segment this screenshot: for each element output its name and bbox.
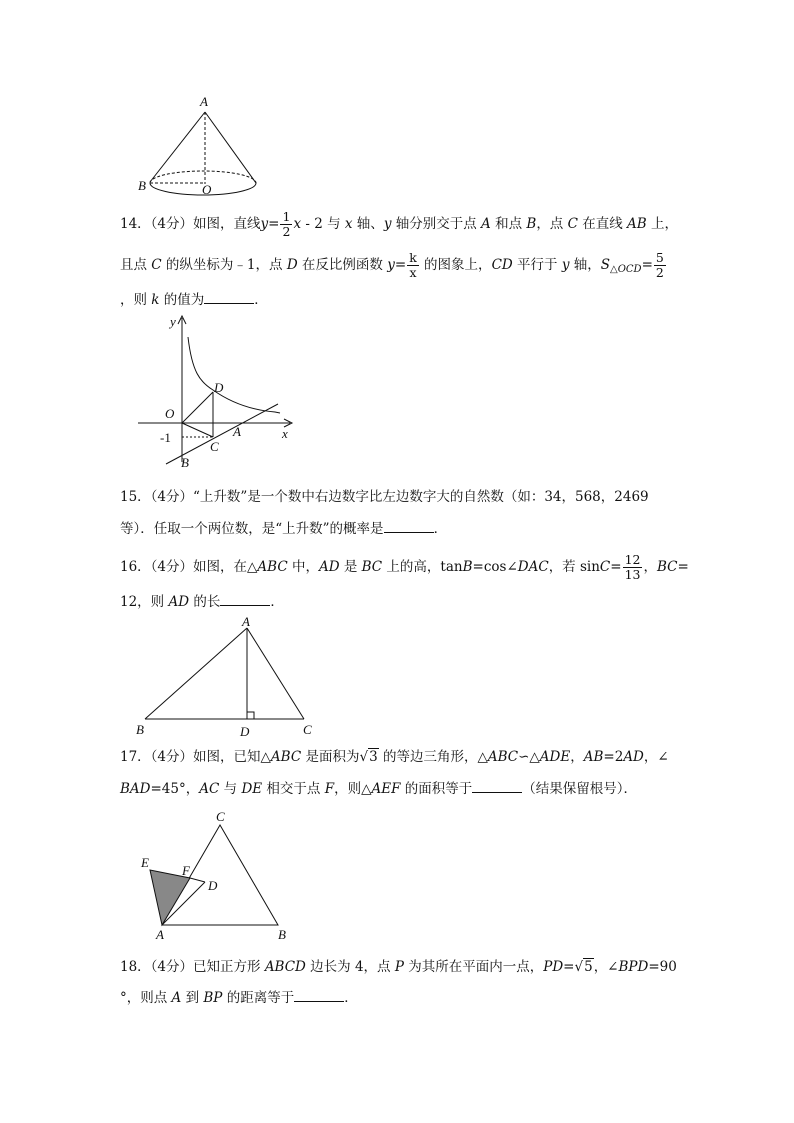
q17-line2: BAD=45°，AC 与 DE 相交于点 F，则△AEF 的面积等于 （结果保留根号）． [120, 781, 638, 797]
q17-label-f: F [182, 863, 190, 878]
q18-line1: 18．（4分）已知正方形 ABCD 边长为 4，点 P 为其所在平面内一点，PD=√5，∠BPD=90 [120, 959, 677, 975]
q16-line2: 12，则 AD 的长 ． [120, 594, 284, 610]
answer-blank-14 [204, 291, 254, 304]
q14-label-y: y [170, 314, 176, 329]
answer-blank-18 [294, 989, 344, 1002]
q14-line3: ，则 k 的值为 ． [120, 292, 268, 308]
q18-line2: °，则点 A 到 BP 的距离等于 ． [120, 990, 358, 1006]
answer-blank-15 [384, 520, 434, 533]
q14-label-b: B [181, 455, 189, 470]
q14-label-neg1: -1 [160, 430, 171, 445]
q16-label-c: C [303, 722, 312, 737]
q16-fraction-sin: $\frac{12}{13}$ [624, 552, 641, 582]
q14-fraction-kx: $\frac{k}{x}$ [409, 250, 417, 280]
q17-label-e: E [141, 855, 149, 870]
cone-label-b: B [138, 178, 146, 193]
q17-label-d: D [208, 878, 218, 893]
q15-line1: 15．（4分）“上升数”是一个数中右边数字比左边数字大的自然数（如：34，568，2469 [120, 489, 649, 505]
q17-triangles-figure [130, 805, 310, 945]
q14-fraction-half: $\frac{1}{2}$ [282, 209, 291, 239]
answer-blank-17 [472, 780, 522, 793]
q17-label-a: A [156, 927, 164, 942]
q14-label-c: C [210, 439, 219, 454]
q14-graph-figure [130, 312, 300, 477]
q14-label-x: x [282, 426, 288, 441]
q17-label-c: C [216, 809, 225, 824]
q16-label-b: B [136, 722, 144, 737]
q17-line1: 17．（4分）如图，已知△ABC 是面积为√3 的等边三角形，△ABC∽△ADE，AB=2AD，∠ [120, 749, 669, 765]
q15-line2: 等）．任取一个两位数，是“上升数”的概率是 ． [120, 521, 448, 537]
cone-figure [130, 92, 270, 202]
q14-line1: 14．（4分）如图，直线y= $\frac{1}{2}$ x - 2 与 x 轴、y 轴分别交于点 A 和点 B，点 C 在直线 AB 上， [120, 209, 679, 239]
q14-line2: 且点 C 的纵坐标为﹣1，点 D 在反比例函数 y= $\frac{k}{x}$ 的图象上，CD 平行于 y 轴，$S_{\triangle OCD}=$ $\frac{5}{2}$ [120, 250, 664, 280]
q16-label-d: D [240, 724, 250, 739]
answer-blank-16 [220, 593, 270, 606]
q18-sqrt: 5 [584, 959, 593, 975]
q16-label-a: A [242, 614, 250, 629]
cone-label-o: O [202, 182, 212, 197]
q14-label-a: A [233, 424, 241, 439]
q16-line1: 16．（4分）如图，在△ABC 中，AD 是 BC 上的高，tanB=cos∠DAC，若 sinC= $\frac{12}{13}$ ，BC= [120, 552, 689, 582]
q17-label-b: B [278, 927, 286, 942]
q14-fraction-area: $\frac{5}{2}$ [655, 250, 664, 280]
q16-triangle-figure [130, 614, 330, 742]
cone-label-a: A [200, 94, 208, 109]
q14-label-o: O [165, 406, 175, 421]
q17-sqrt: 3 [369, 749, 378, 765]
q14-label-d: D [214, 380, 224, 395]
